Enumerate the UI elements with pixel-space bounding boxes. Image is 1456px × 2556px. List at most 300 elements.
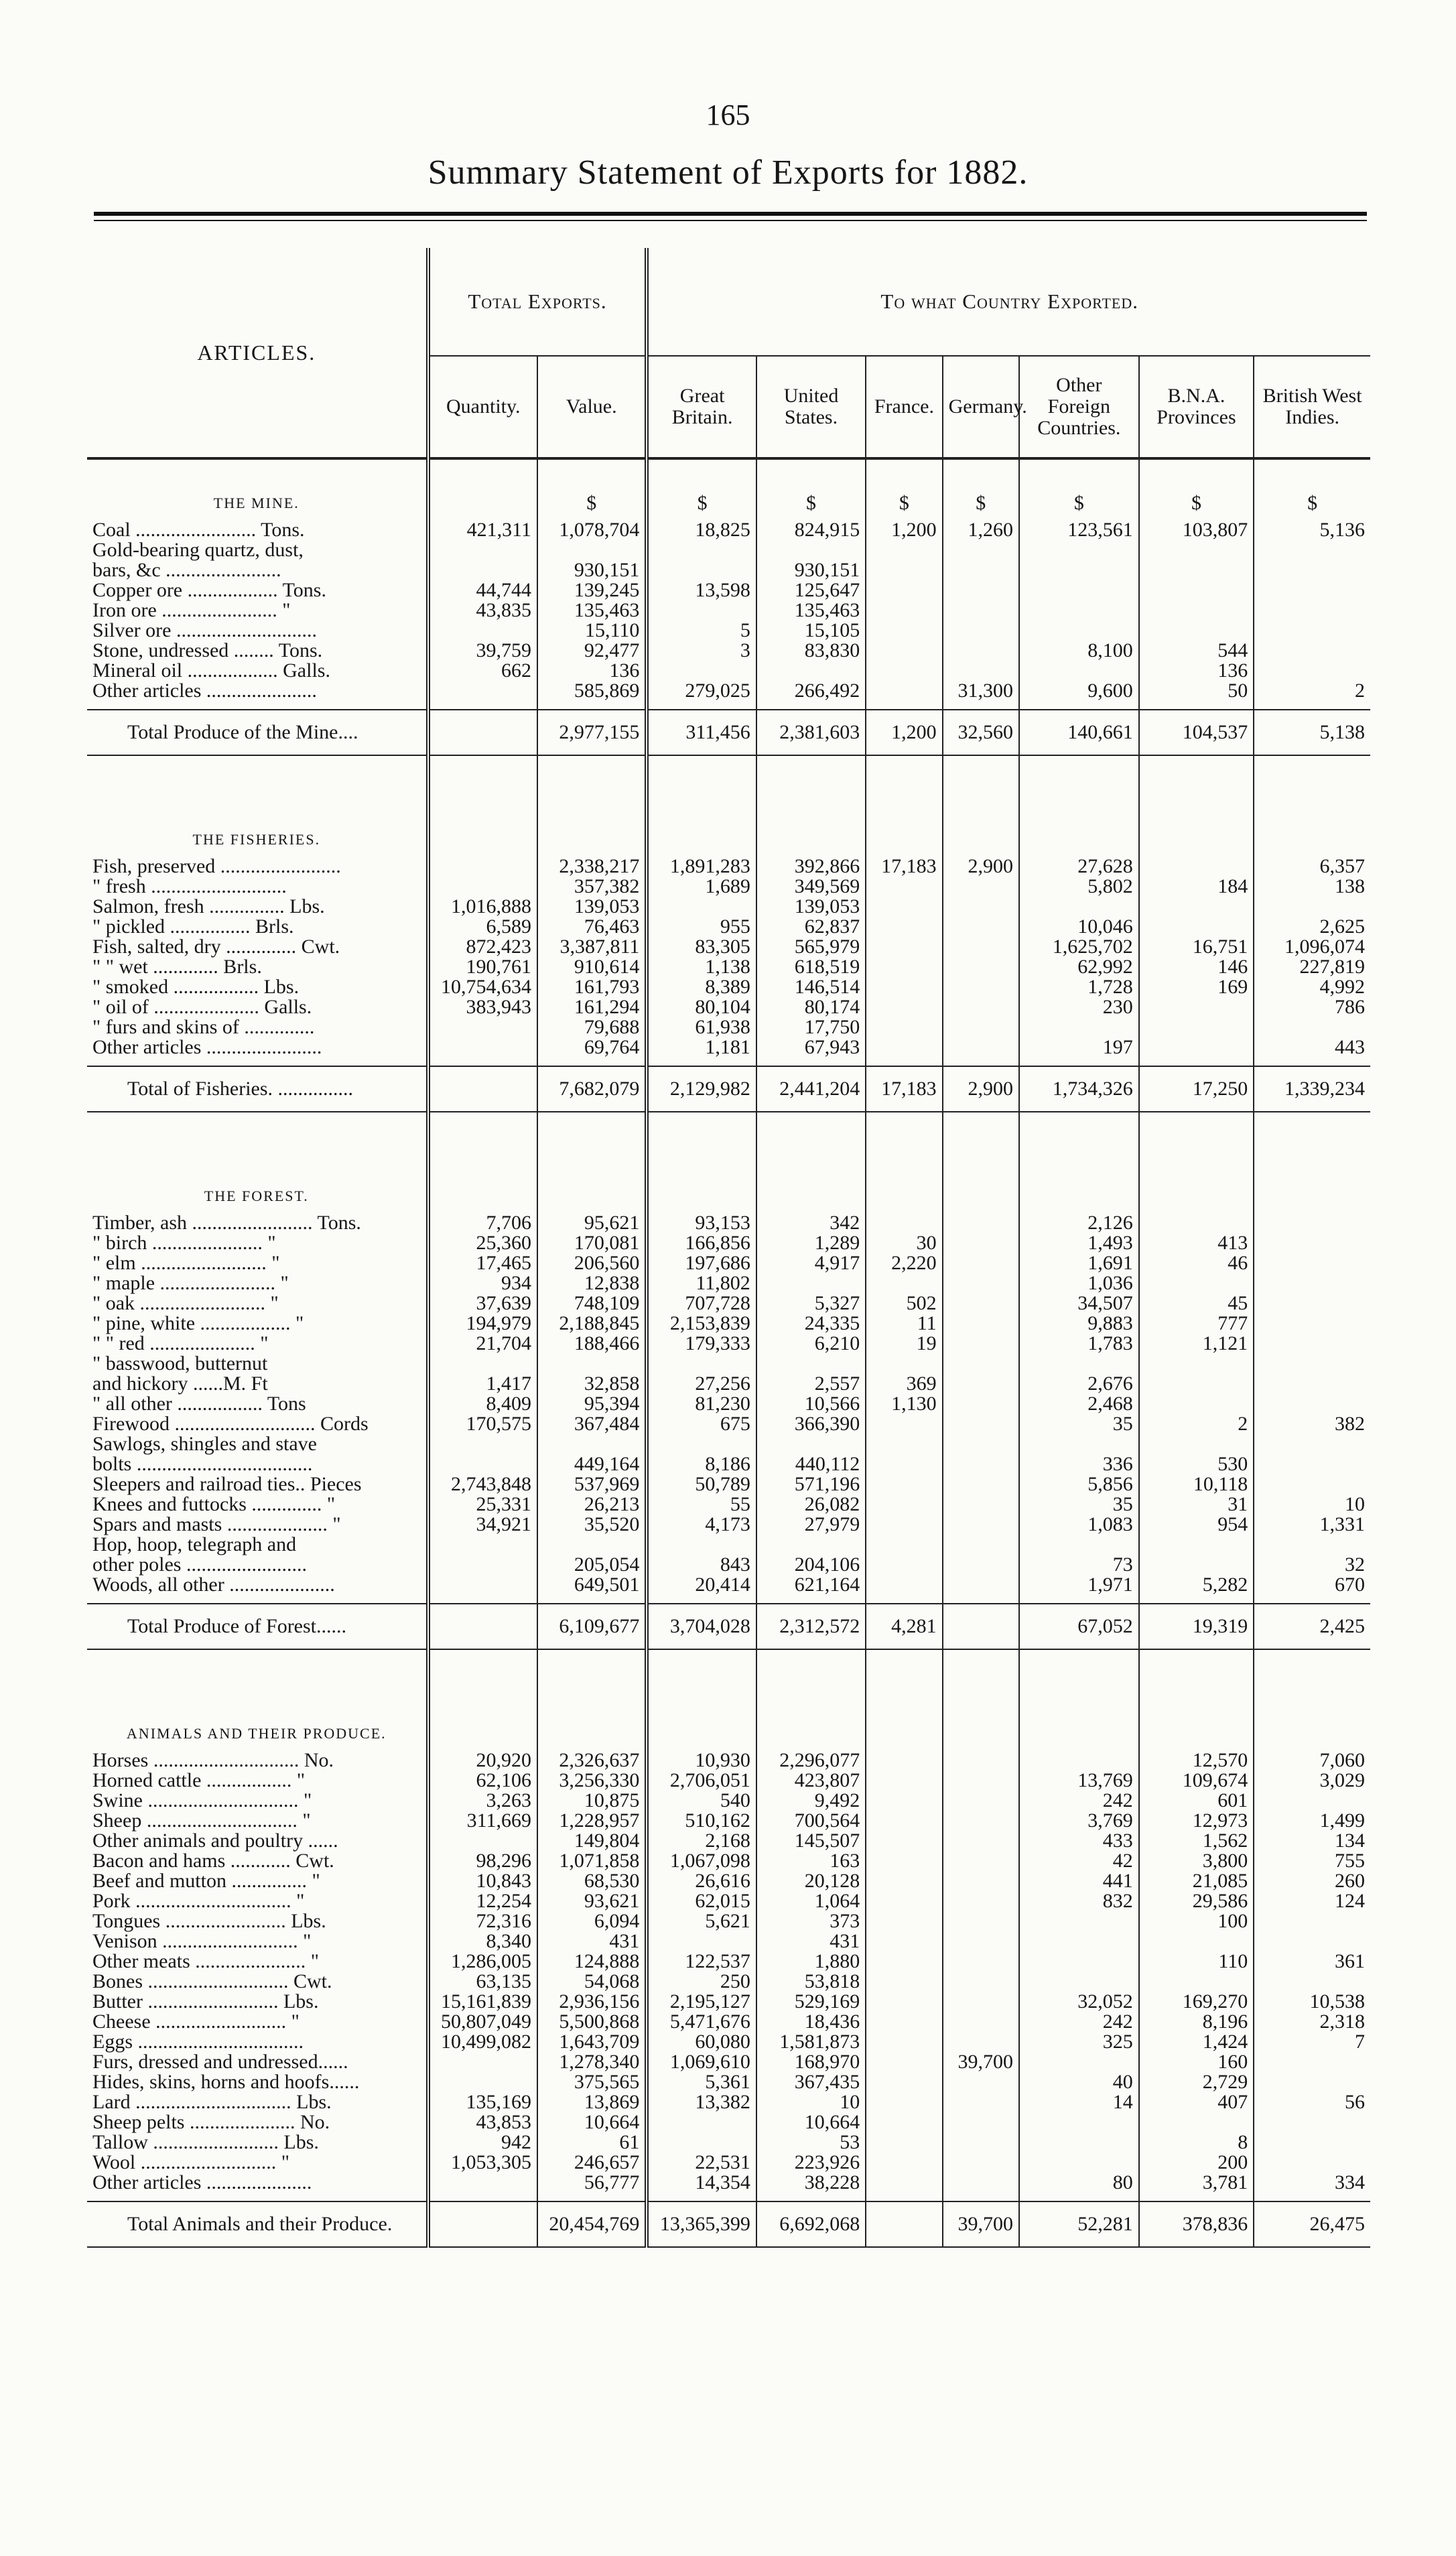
total-great-britain-cell: 311,456 <box>647 710 756 755</box>
total-france-cell <box>866 2201 942 2247</box>
quantity-cell <box>428 1037 537 1058</box>
empty-cell <box>756 1112 866 1153</box>
article-label: Lard ............................... Lbs. <box>92 2091 332 2113</box>
value-cell: 2,188,845 <box>537 1314 647 1334</box>
british-west-indies-cell: 4,992 <box>1254 977 1370 997</box>
empty-cell <box>647 1153 756 1213</box>
united-states-cell: 1,289 <box>756 1233 866 1253</box>
article-label: Eggs ................................. <box>92 2031 304 2053</box>
great-britain-cell: 55 <box>647 1494 756 1515</box>
value-cell: 1,278,340 <box>537 2052 647 2072</box>
bna-provinces-cell: 777 <box>1139 1314 1254 1334</box>
total-bna-provinces-cell: 104,537 <box>1139 710 1254 755</box>
total-united-states-cell: 6,692,068 <box>756 2201 866 2247</box>
empty-cell <box>647 701 756 710</box>
british-west-indies-cell <box>1254 1273 1370 1293</box>
value-cell: 32,858 <box>537 1374 647 1394</box>
total-united-states-cell: 2,312,572 <box>756 1604 866 1649</box>
total-france-cell: 1,200 <box>866 710 942 755</box>
germany-cell <box>943 2092 1019 2112</box>
quantity-cell: 8,409 <box>428 1394 537 1414</box>
united-states-cell: 1,581,873 <box>756 2032 866 2052</box>
total-row <box>87 2201 1370 2247</box>
british-west-indies-cell <box>1254 1233 1370 1253</box>
great-britain-cell <box>647 1434 756 1454</box>
empty-cell <box>428 1649 537 1690</box>
france-cell <box>866 1575 942 1595</box>
empty-cell <box>756 2193 866 2201</box>
france-cell <box>866 1273 942 1293</box>
great-britain-cell: 27,256 <box>647 1374 756 1394</box>
great-britain-cell: 61,938 <box>647 1017 756 1037</box>
article-label: Bacon and hams ............ Cwt. <box>92 1850 334 1872</box>
bna-provinces-cell: 184 <box>1139 877 1254 897</box>
united-states-cell: 10 <box>756 2092 866 2112</box>
british-west-indies-cell: 755 <box>1254 1851 1370 1871</box>
total-bna-provinces-cell: 19,319 <box>1139 1604 1254 1649</box>
british-west-indies-cell: 124 <box>1254 1891 1370 1911</box>
quantity-cell <box>428 1454 537 1474</box>
other-foreign-cell <box>1019 600 1139 621</box>
value-cell: 1,078,704 <box>537 520 647 540</box>
bna-provinces-cell: 1,562 <box>1139 1831 1254 1851</box>
table-row <box>87 1851 1370 1871</box>
value-cell: 56,777 <box>537 2173 647 2193</box>
empty-cell <box>1254 2193 1370 2201</box>
value-cell: 161,793 <box>537 977 647 997</box>
bna-provinces-cell: 103,807 <box>1139 520 1254 540</box>
other-foreign-cell: 336 <box>1019 1454 1139 1474</box>
value-cell <box>537 1434 647 1454</box>
germany-cell <box>943 600 1019 621</box>
british-west-indies-cell <box>1254 2112 1370 2132</box>
british-west-indies-cell <box>1254 2153 1370 2173</box>
table-row <box>87 1931 1370 1952</box>
british-west-indies-cell: 2,318 <box>1254 2012 1370 2032</box>
united-states-cell: 618,519 <box>756 957 866 977</box>
bna-provinces-cell <box>1139 917 1254 937</box>
germany-cell <box>943 2112 1019 2132</box>
great-britain-cell: 675 <box>647 1414 756 1434</box>
great-britain-cell: 11,802 <box>647 1273 756 1293</box>
section-heading: THE FOREST. <box>204 1188 309 1204</box>
france-cell <box>866 2173 942 2193</box>
british-west-indies-cell: 786 <box>1254 997 1370 1017</box>
british-west-indies-cell: 134 <box>1254 1831 1370 1851</box>
bna-provinces-cell: 45 <box>1139 1293 1254 1314</box>
empty-cell <box>756 701 866 710</box>
table-row <box>87 2072 1370 2092</box>
germany-cell <box>943 957 1019 977</box>
total-value-cell: 7,682,079 <box>537 1066 647 1112</box>
value-cell: 748,109 <box>537 1293 647 1314</box>
bna-provinces-cell: 2,729 <box>1139 2072 1254 2092</box>
germany-cell <box>943 2032 1019 2052</box>
value-cell: 61 <box>537 2132 647 2153</box>
article-label: Fish, salted, dry .............. Cwt. <box>92 936 340 958</box>
value-cell: 95,621 <box>537 1213 647 1233</box>
article-label: Horses ............................. No. <box>92 1749 334 1771</box>
united-states-cell: 26,082 <box>756 1494 866 1515</box>
article-label: Sawlogs, shingles and stave <box>92 1433 317 1455</box>
france-cell <box>866 1831 942 1851</box>
united-states-cell: 266,492 <box>756 681 866 701</box>
empty-cell <box>647 1112 756 1153</box>
other-foreign-cell <box>1019 1972 1139 1992</box>
other-foreign-cell: 1,691 <box>1019 1253 1139 1273</box>
other-foreign-cell: 73 <box>1019 1555 1139 1575</box>
quantity-cell: 934 <box>428 1273 537 1293</box>
empty-cell <box>537 1058 647 1066</box>
germany-cell <box>943 1750 1019 1771</box>
other-foreign-cell <box>1019 2132 1139 2153</box>
france-cell <box>866 2012 942 2032</box>
germany-cell <box>943 1771 1019 1791</box>
value-cell: 95,394 <box>537 1394 647 1414</box>
great-britain-cell: 540 <box>647 1791 756 1811</box>
quantity-cell: 10,754,634 <box>428 977 537 997</box>
empty-cell <box>866 1153 942 1213</box>
empty-cell <box>428 1690 537 1750</box>
bna-provinces-cell: 146 <box>1139 957 1254 977</box>
table-row <box>87 1314 1370 1334</box>
empty-cell <box>866 701 942 710</box>
united-states-cell: 135,463 <box>756 600 866 621</box>
great-britain-cell: 80,104 <box>647 997 756 1017</box>
total-other-foreign-cell: 67,052 <box>1019 1604 1139 1649</box>
germany-cell <box>943 1811 1019 1831</box>
germany-cell <box>943 1334 1019 1354</box>
bna-provinces-cell <box>1139 621 1254 641</box>
article-label: Furs, dressed and undressed...... <box>92 2051 348 2073</box>
article-label: " " wet ............. Brls. <box>92 956 262 978</box>
quantity-cell: 50,807,049 <box>428 2012 537 2032</box>
great-britain-cell: 26,616 <box>647 1871 756 1891</box>
germany-cell <box>943 937 1019 957</box>
france-cell <box>866 2132 942 2153</box>
other-foreign-cell <box>1019 560 1139 580</box>
page-title: Summary Statement of Exports for 1882. <box>427 153 1029 192</box>
article-label: Mineral oil .................. Galls. <box>92 659 330 682</box>
british-west-indies-cell <box>1254 1334 1370 1354</box>
united-states-cell: 9,492 <box>756 1791 866 1811</box>
other-foreign-cell <box>1019 661 1139 681</box>
quantity-cell <box>428 681 537 701</box>
bna-provinces-cell <box>1139 580 1254 600</box>
great-britain-cell: 2,168 <box>647 1831 756 1851</box>
united-states-cell: 145,507 <box>756 1831 866 1851</box>
total-france-cell: 4,281 <box>866 1604 942 1649</box>
great-britain-cell: 1,689 <box>647 877 756 897</box>
quantity-cell: 34,921 <box>428 1515 537 1535</box>
table-row <box>87 641 1370 661</box>
united-states-cell: 6,210 <box>756 1334 866 1354</box>
article-label: bars, &c ....................... <box>92 559 281 581</box>
great-britain-cell <box>647 1535 756 1555</box>
france-cell <box>866 1992 942 2012</box>
great-britain-cell: 166,856 <box>647 1233 756 1253</box>
col-header-other-foreign: Other Foreign Countries. <box>1019 356 1139 458</box>
great-britain-cell: 83,305 <box>647 937 756 957</box>
great-britain-cell: 2,153,839 <box>647 1314 756 1334</box>
quantity-cell <box>428 1555 537 1575</box>
total-british-west-indies-cell: 26,475 <box>1254 2201 1370 2247</box>
united-states-cell: 2,296,077 <box>756 1750 866 1771</box>
other-foreign-cell <box>1019 897 1139 917</box>
bna-provinces-cell <box>1139 1434 1254 1454</box>
bna-provinces-cell: 413 <box>1139 1233 1254 1253</box>
total-great-britain-cell: 2,129,982 <box>647 1066 756 1112</box>
spacer-row <box>87 1595 1370 1604</box>
table-row <box>87 917 1370 937</box>
british-west-indies-cell: 10 <box>1254 1494 1370 1515</box>
spacer-row <box>87 2193 1370 2201</box>
united-states-cell: 1,880 <box>756 1952 866 1972</box>
germany-cell <box>943 1454 1019 1474</box>
table-row <box>87 2032 1370 2052</box>
empty-cell <box>87 1058 428 1066</box>
germany-cell <box>943 977 1019 997</box>
quantity-cell: 1,053,305 <box>428 2153 537 2173</box>
empty-cell <box>647 796 756 856</box>
british-west-indies-cell <box>1254 580 1370 600</box>
table-row <box>87 540 1370 560</box>
france-cell <box>866 2112 942 2132</box>
france-cell: 1,200 <box>866 520 942 540</box>
article-label: " smoked ................. Lbs. <box>92 976 300 998</box>
table-row <box>87 1972 1370 1992</box>
great-britain-cell: 197,686 <box>647 1253 756 1273</box>
germany-cell <box>943 1314 1019 1334</box>
col-header-united-states: United States. <box>756 356 866 458</box>
article-label: Sleepers and railroad ties.. Pieces <box>92 1473 362 1495</box>
article-label: Tongues ........................ Lbs. <box>92 1910 326 1932</box>
france-cell <box>866 997 942 1017</box>
table-row <box>87 1213 1370 1233</box>
other-foreign-cell: 9,883 <box>1019 1314 1139 1334</box>
united-states-cell: 565,979 <box>756 937 866 957</box>
bna-provinces-cell <box>1139 560 1254 580</box>
other-foreign-cell <box>1019 1911 1139 1931</box>
empty-cell <box>756 755 866 796</box>
france-cell <box>866 1414 942 1434</box>
germany-cell <box>943 1037 1019 1058</box>
bna-provinces-cell: 407 <box>1139 2092 1254 2112</box>
british-west-indies-cell <box>1254 600 1370 621</box>
article-label: " furs and skins of .............. <box>92 1016 315 1038</box>
british-west-indies-cell: 7,060 <box>1254 1750 1370 1771</box>
empty-cell <box>756 1058 866 1066</box>
table-row <box>87 1374 1370 1394</box>
total-label: Total Produce of the Mine.... <box>87 710 428 755</box>
quantity-cell: 43,835 <box>428 600 537 621</box>
quantity-cell: 2,743,848 <box>428 1474 537 1494</box>
article-label: Hides, skins, horns and hoofs...... <box>92 2071 360 2093</box>
dollar-sign: $ <box>1254 458 1370 520</box>
bna-provinces-cell: 544 <box>1139 641 1254 661</box>
germany-cell <box>943 1273 1019 1293</box>
great-britain-cell: 2,195,127 <box>647 1992 756 2012</box>
other-foreign-cell: 9,600 <box>1019 681 1139 701</box>
article-label: " " red ..................... " <box>92 1332 269 1354</box>
british-west-indies-cell <box>1254 1535 1370 1555</box>
quantity-cell: 63,135 <box>428 1972 537 1992</box>
table-row <box>87 1273 1370 1293</box>
great-britain-cell: 5,361 <box>647 2072 756 2092</box>
other-foreign-cell <box>1019 2052 1139 2072</box>
empty-cell <box>943 1649 1019 1690</box>
france-cell <box>866 1811 942 1831</box>
united-states-cell: 4,917 <box>756 1253 866 1273</box>
british-west-indies-cell <box>1254 1213 1370 1233</box>
empty-cell <box>1139 2193 1254 2201</box>
total-row <box>87 710 1370 755</box>
bna-provinces-cell: 16,751 <box>1139 937 1254 957</box>
value-cell: 537,969 <box>537 1474 647 1494</box>
bna-provinces-cell <box>1139 897 1254 917</box>
british-west-indies-cell: 32 <box>1254 1555 1370 1575</box>
germany-cell <box>943 1555 1019 1575</box>
france-cell <box>866 1213 942 1233</box>
quantity-cell: 10,499,082 <box>428 2032 537 2052</box>
bna-provinces-cell: 12,973 <box>1139 1811 1254 1831</box>
total-british-west-indies-cell: 5,138 <box>1254 710 1370 755</box>
total-united-states-cell: 2,441,204 <box>756 1066 866 1112</box>
total-united-states-cell: 2,381,603 <box>756 710 866 755</box>
empty-cell <box>1019 796 1139 856</box>
value-cell: 2,338,217 <box>537 856 647 877</box>
germany-cell <box>943 1233 1019 1253</box>
bna-provinces-cell <box>1139 997 1254 1017</box>
empty-cell <box>866 1595 942 1604</box>
quantity-cell <box>428 621 537 641</box>
col-header-france: France. <box>866 356 942 458</box>
british-west-indies-cell: 138 <box>1254 877 1370 897</box>
germany-cell <box>943 1972 1019 1992</box>
great-britain-cell: 8,186 <box>647 1454 756 1474</box>
table-row <box>87 1233 1370 1253</box>
article-label: " oil of ..................... Galls. <box>92 996 312 1018</box>
empty-cell <box>756 1649 866 1690</box>
article-label: Timber, ash ........................ Tons. <box>92 1212 361 1234</box>
total-value-cell: 6,109,677 <box>537 1604 647 1649</box>
quantity-cell: 3,263 <box>428 1791 537 1811</box>
article-label: Beef and mutton ............... " <box>92 1870 320 1892</box>
united-states-cell: 62,837 <box>756 917 866 937</box>
united-states-cell: 18,436 <box>756 2012 866 2032</box>
united-states-cell <box>756 661 866 681</box>
col-header-value: Value. <box>537 356 647 458</box>
table-row <box>87 661 1370 681</box>
other-foreign-cell: 230 <box>1019 997 1139 1017</box>
germany-cell <box>943 1575 1019 1595</box>
great-britain-cell: 955 <box>647 917 756 937</box>
empty-cell <box>866 1690 942 1750</box>
value-cell: 3,256,330 <box>537 1771 647 1791</box>
bna-provinces-cell: 530 <box>1139 1454 1254 1474</box>
france-cell <box>866 540 942 560</box>
great-britain-cell: 4,173 <box>647 1515 756 1535</box>
empty-cell <box>1019 1112 1139 1153</box>
page-number: 165 <box>706 99 750 131</box>
empty-cell <box>866 1649 942 1690</box>
germany-cell <box>943 1494 1019 1515</box>
france-cell <box>866 877 942 897</box>
total-row <box>87 1604 1370 1649</box>
quantity-cell: 21,704 <box>428 1334 537 1354</box>
other-foreign-cell: 3,769 <box>1019 1811 1139 1831</box>
bna-provinces-cell: 8 <box>1139 2132 1254 2153</box>
france-cell <box>866 1771 942 1791</box>
article-label: Coal ........................ Tons. <box>92 519 305 541</box>
germany-cell <box>943 1374 1019 1394</box>
articles-header: ARTICLES. <box>87 248 428 458</box>
germany-cell <box>943 1253 1019 1273</box>
british-west-indies-cell: 1,096,074 <box>1254 937 1370 957</box>
great-britain-cell: 5,621 <box>647 1911 756 1931</box>
table-row <box>87 1414 1370 1434</box>
great-britain-cell: 5,471,676 <box>647 2012 756 2032</box>
germany-cell <box>943 1474 1019 1494</box>
other-foreign-cell <box>1019 621 1139 641</box>
article-label: Copper ore .................. Tons. <box>92 579 326 601</box>
empty-cell <box>537 1649 647 1690</box>
quantity-cell: 43,853 <box>428 2112 537 2132</box>
great-britain-cell <box>647 560 756 580</box>
value-cell: 930,151 <box>537 560 647 580</box>
germany-cell <box>943 1952 1019 1972</box>
bna-provinces-cell <box>1139 1394 1254 1414</box>
france-cell <box>866 2072 942 2092</box>
empty-cell <box>647 1649 756 1690</box>
british-west-indies-cell: 670 <box>1254 1575 1370 1595</box>
great-britain-cell: 2,706,051 <box>647 1771 756 1791</box>
col-header-germany: Germany. <box>943 356 1019 458</box>
empty-cell <box>756 1690 866 1750</box>
table-row <box>87 877 1370 897</box>
table-row <box>87 2153 1370 2173</box>
value-cell: 449,164 <box>537 1454 647 1474</box>
table-row <box>87 2173 1370 2193</box>
value-cell: 585,869 <box>537 681 647 701</box>
value-cell: 136 <box>537 661 647 681</box>
empty-cell <box>943 755 1019 796</box>
empty-cell <box>1019 701 1139 710</box>
article-label: Venison ........................... " <box>92 1930 312 1952</box>
other-foreign-cell <box>1019 1535 1139 1555</box>
empty-cell <box>866 2193 942 2201</box>
empty-cell <box>1254 1153 1370 1213</box>
value-cell: 15,110 <box>537 621 647 641</box>
other-foreign-cell: 42 <box>1019 1851 1139 1871</box>
germany-cell <box>943 897 1019 917</box>
table-row <box>87 2052 1370 2072</box>
table-row <box>87 520 1370 540</box>
total-great-britain-cell: 13,365,399 <box>647 2201 756 2247</box>
quantity-cell: 44,744 <box>428 580 537 600</box>
british-west-indies-cell <box>1254 897 1370 917</box>
france-cell <box>866 1931 942 1952</box>
british-west-indies-cell <box>1254 1972 1370 1992</box>
article-label: Horned cattle ................. " <box>92 1769 306 1791</box>
british-west-indies-cell: 56 <box>1254 2092 1370 2112</box>
total-other-foreign-cell: 1,734,326 <box>1019 1066 1139 1112</box>
british-west-indies-cell: 382 <box>1254 1414 1370 1434</box>
total-germany-cell: 32,560 <box>943 710 1019 755</box>
british-west-indies-cell: 2 <box>1254 681 1370 701</box>
great-britain-cell: 1,181 <box>647 1037 756 1058</box>
empty-cell <box>1139 1153 1254 1213</box>
